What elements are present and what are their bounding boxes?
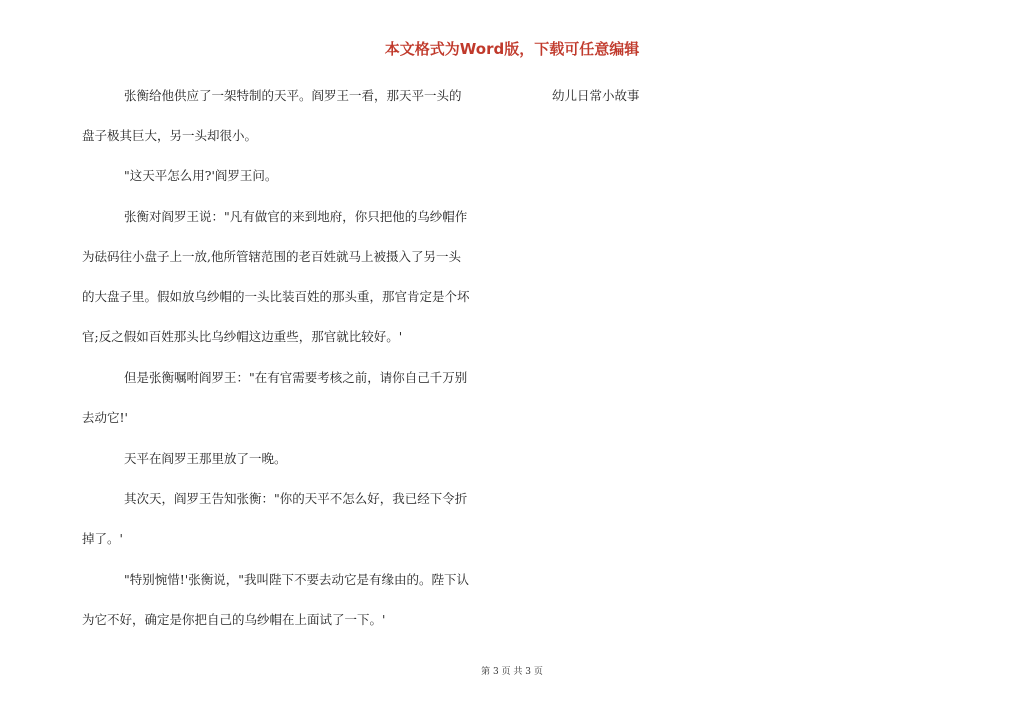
body-line: 张衡对阎罗王说："凡有做官的来到地府，你只把他的乌纱帽作	[124, 209, 468, 224]
body-line: 为砝码往小盘子上一放,他所管辖范围的老百姓就马上被摄入了另一头	[82, 249, 461, 264]
body-line: 但是张衡嘱咐阎罗王："在有官需要考核之前，请你自己千万别	[124, 370, 468, 385]
body-line: 盘子极其巨大，另一头却很小。	[82, 128, 258, 143]
body-line: "这天平怎么用?'阎罗王问。	[124, 168, 278, 183]
body-line: 为它不好，确定是你把自己的乌纱帽在上面试了一下。'	[82, 612, 386, 627]
body-line: 的大盘子里。假如放乌纱帽的一头比装百姓的那头重，那官肯定是个坏	[82, 289, 470, 304]
body-line: 官;反之假如百姓那头比乌纱帽这边重些，那官就比较好。'	[82, 329, 403, 344]
story-title: 幼儿日常小故事	[552, 88, 640, 103]
body-line: 其次天，阎罗王告知张衡："你的天平不怎么好，我已经下令折	[124, 491, 468, 506]
body-line: 天平在阎罗王那里放了一晚。	[124, 451, 287, 466]
page-number: 第 3 页 共 3 页	[481, 667, 543, 677]
body-line: 去动它!'	[82, 410, 128, 425]
body-line: 张衡给他供应了一架特制的天平。阎罗王一看，那天平一头的	[124, 88, 462, 103]
body-line: "特别惋惜!'张衡说，"我叫陛下不要去动它是有缘由的。陛下认	[124, 572, 469, 587]
document-banner: 本文格式为Word版，下载可任意编辑	[384, 40, 640, 58]
body-line: 掉了。'	[82, 531, 123, 546]
